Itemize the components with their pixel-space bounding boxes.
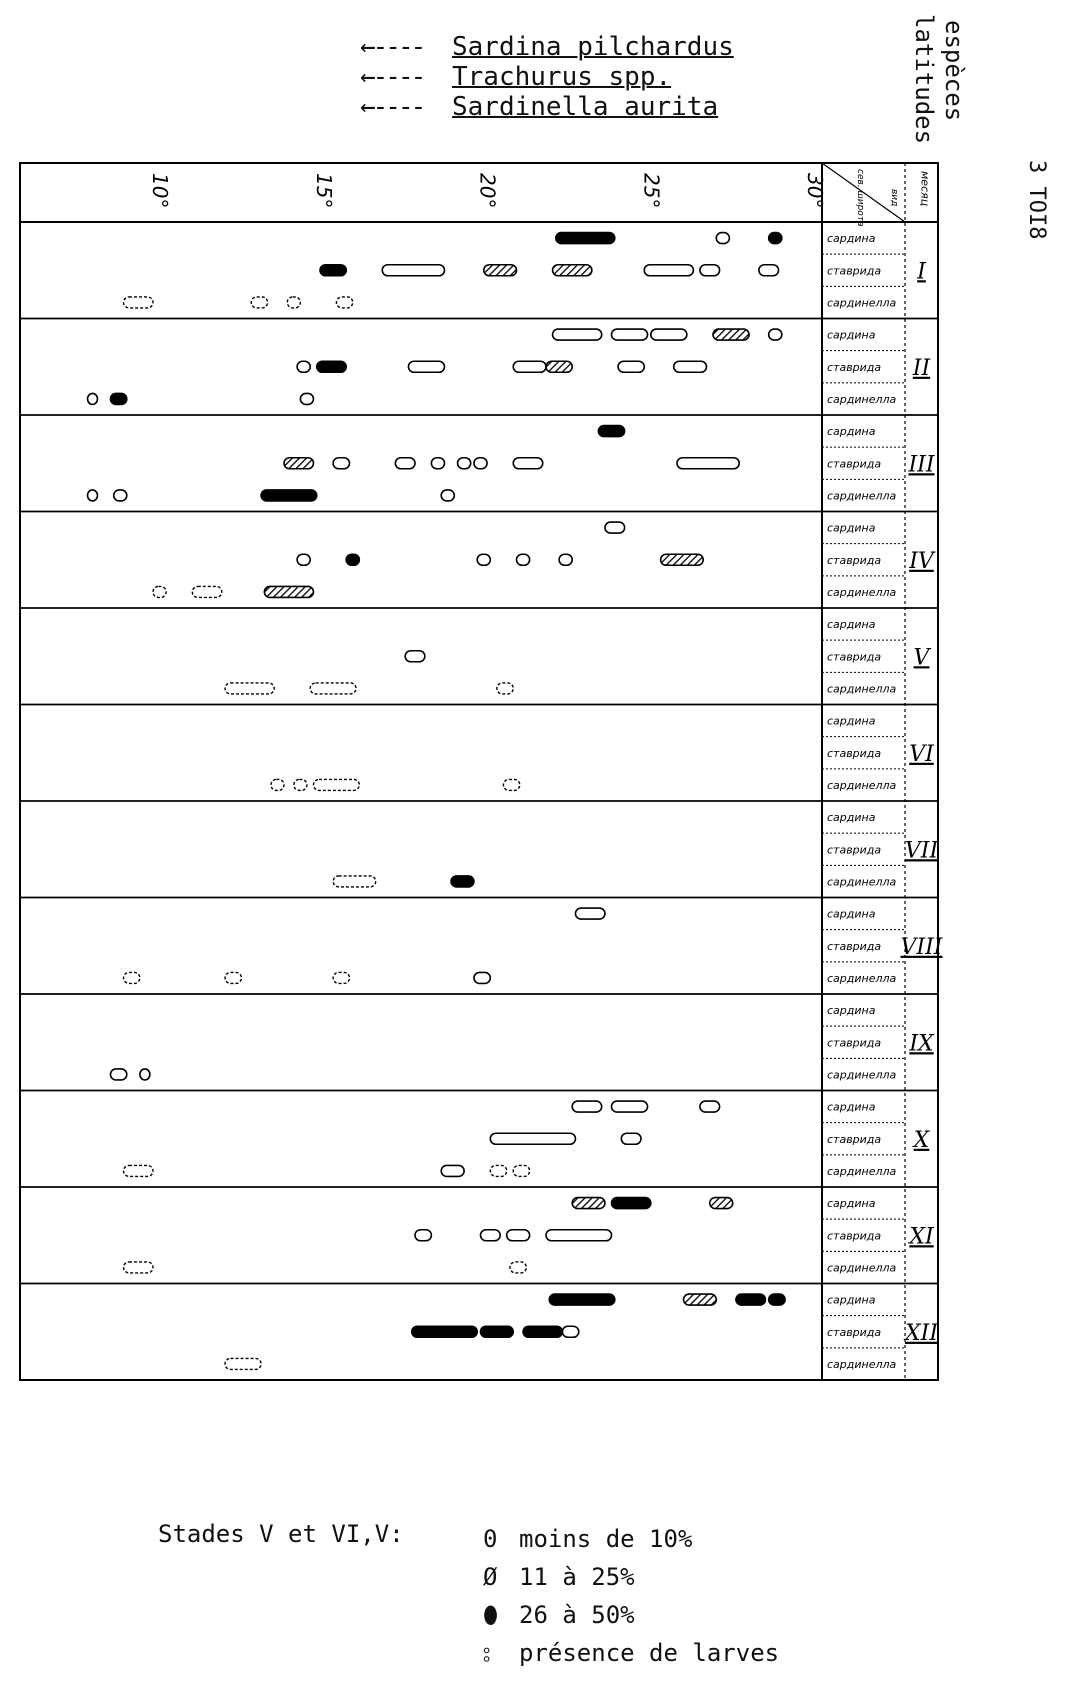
species-name: Sardina pilchardus <box>452 32 734 62</box>
species-label: ставрида <box>827 746 882 760</box>
data-mark <box>559 554 572 565</box>
species-label: сардинелла <box>827 778 897 792</box>
species-label: сардинелла <box>827 392 897 406</box>
data-mark <box>598 426 624 437</box>
row-grid <box>20 254 938 1348</box>
x-axis-ticks <box>148 173 827 208</box>
species-label: ставрида <box>827 553 882 567</box>
month-col-header: месяц <box>918 171 932 207</box>
data-mark <box>294 779 307 790</box>
data-mark <box>264 586 313 597</box>
species-label: сардина <box>827 232 876 246</box>
data-mark <box>310 683 356 694</box>
data-mark <box>395 458 415 469</box>
data-mark <box>333 876 376 887</box>
data-mark <box>140 1069 150 1080</box>
data-mark <box>677 458 739 469</box>
data-mark <box>612 1198 651 1209</box>
data-mark <box>513 1165 529 1176</box>
month-label: VI <box>909 741 934 767</box>
species-label: ставрида <box>827 360 882 374</box>
data-mark <box>124 1165 153 1176</box>
species-label: сардинелла <box>827 585 897 599</box>
data-mark <box>124 1262 153 1273</box>
data-mark <box>523 1326 562 1337</box>
stage-legend-text: moins de 10% <box>519 1525 693 1553</box>
arrow-left-icon: ←---- <box>360 62 424 92</box>
species-col-header-top: сев. широта <box>855 169 865 227</box>
data-mark <box>297 361 310 372</box>
species-label: сардинелла <box>827 875 897 889</box>
data-mark <box>572 1198 605 1209</box>
month-label: III <box>908 452 935 478</box>
x-tick-label: 25° <box>639 173 664 209</box>
data-mark <box>759 265 779 276</box>
species-label: сардина <box>827 618 876 632</box>
arrow-left-icon: ←---- <box>360 92 424 122</box>
month-label: VIII <box>900 934 943 960</box>
data-mark <box>710 1198 733 1209</box>
x-tick-label: 30° <box>803 173 827 209</box>
data-mark <box>546 361 572 372</box>
data-mark <box>346 554 359 565</box>
x-tick-label: 10° <box>148 173 172 209</box>
month-label: IV <box>909 548 934 574</box>
species-label: ставрида <box>827 1325 882 1339</box>
data-mark <box>225 683 274 694</box>
data-mark <box>513 458 542 469</box>
data-mark <box>474 458 487 469</box>
species-label: сардинелла <box>827 1068 897 1082</box>
data-mark <box>313 779 359 790</box>
data-mark <box>497 683 513 694</box>
data-mark <box>114 490 127 501</box>
month-label: VII <box>904 838 939 864</box>
data-mark <box>441 490 454 501</box>
col-label-latitudes: latitudes <box>910 14 938 145</box>
x-tick-label: 15° <box>311 173 336 209</box>
data-mark <box>192 586 221 597</box>
marker-hatched-icon: Ø <box>483 1563 498 1591</box>
data-mark <box>661 554 704 565</box>
arrow-left-icon: ←---- <box>360 32 424 62</box>
stage-legend-item <box>483 1520 903 1558</box>
data-mark <box>408 361 444 372</box>
species-label: сардинелла <box>827 1261 897 1275</box>
data-mark <box>507 1230 530 1241</box>
data-mark <box>474 972 490 983</box>
month-label: II <box>912 355 931 381</box>
stage-legend-item <box>483 1634 903 1672</box>
data-mark <box>713 329 749 340</box>
data-mark <box>481 1230 501 1241</box>
month-label: IX <box>909 1031 934 1057</box>
data-mark <box>700 265 720 276</box>
data-mark <box>517 554 530 565</box>
species-label: сардинелла <box>827 1357 897 1371</box>
data-mark <box>612 329 648 340</box>
data-mark <box>618 361 644 372</box>
marker-larvae-icon: ⦂ <box>483 1639 491 1667</box>
species-label: сардинелла <box>827 296 897 310</box>
species-label: сардина <box>827 1100 876 1114</box>
data-mark <box>605 522 625 533</box>
data-mark <box>572 1101 601 1112</box>
data-mark <box>287 297 300 308</box>
species-label: сардина <box>827 328 876 342</box>
data-mark <box>382 265 444 276</box>
species-label: сардинелла <box>827 1164 897 1178</box>
data-mark <box>556 233 615 244</box>
data-mark <box>88 490 98 501</box>
species-label: ставрида <box>827 457 882 471</box>
data-mark <box>716 233 729 244</box>
data-mark <box>651 329 687 340</box>
stage-legend-text: présence de larves <box>519 1639 780 1667</box>
month-label: X <box>913 1127 930 1153</box>
data-mark <box>644 265 693 276</box>
data-mark <box>110 1069 126 1080</box>
data-mark <box>110 393 126 404</box>
data-mark <box>412 1326 478 1337</box>
data-mark <box>271 779 284 790</box>
species-label: ставрида <box>827 1229 882 1243</box>
data-mark <box>769 233 782 244</box>
data-mark <box>225 972 241 983</box>
month-label: XI <box>909 1224 934 1250</box>
chart-frame <box>20 163 938 1380</box>
data-mark <box>405 651 425 662</box>
data-mark <box>251 297 267 308</box>
month-label: XII <box>904 1320 939 1346</box>
species-label: ставрида <box>827 1132 882 1146</box>
species-name: Trachurus spp. <box>452 62 672 92</box>
data-mark <box>503 779 519 790</box>
data-mark <box>553 265 592 276</box>
data-mark <box>284 458 313 469</box>
data-mark <box>736 1294 765 1305</box>
species-label: ставрида <box>827 264 882 278</box>
data-mark <box>490 1165 506 1176</box>
data-mark <box>297 554 310 565</box>
data-mark <box>769 1294 785 1305</box>
species-label: сардина <box>827 1004 876 1018</box>
data-mark <box>484 265 517 276</box>
species-label: ставрида <box>827 939 882 953</box>
species-name: Sardinella aurita <box>452 92 719 122</box>
data-mark <box>477 554 490 565</box>
data-mark <box>225 1358 261 1369</box>
species-label: сардина <box>827 425 876 439</box>
data-mark <box>415 1230 431 1241</box>
data-mark <box>124 297 153 308</box>
data-mark <box>562 1326 578 1337</box>
data-mark <box>513 361 546 372</box>
species-col-header-bottom: вид <box>889 189 899 207</box>
data-mark <box>320 265 346 276</box>
species-label: ставрида <box>827 650 882 664</box>
marker-filled-icon: ⬮ <box>483 1601 499 1629</box>
data-mark <box>684 1294 717 1305</box>
data-mark <box>153 586 166 597</box>
species-label: сардина <box>827 521 876 535</box>
x-tick-label: 20° <box>475 173 500 209</box>
data-mark <box>336 297 352 308</box>
side-label: 3 TOI8 <box>1024 160 1049 240</box>
data-mark <box>553 329 602 340</box>
data-mark <box>124 972 140 983</box>
data-mark <box>700 1101 720 1112</box>
data-mark <box>549 1294 615 1305</box>
month-label: I <box>917 259 926 285</box>
stage-legend-items <box>483 1520 903 1672</box>
species-label: сардинелла <box>827 682 897 696</box>
data-mark <box>261 490 317 501</box>
stage-legend-text: 26 à 50% <box>519 1601 635 1629</box>
data-mark <box>612 1101 648 1112</box>
species-label: сардина <box>827 1293 876 1307</box>
data-mark <box>333 972 349 983</box>
species-label: сардина <box>827 907 876 921</box>
data-mark <box>546 1230 612 1241</box>
data-mark <box>333 458 349 469</box>
month-label: V <box>913 645 930 671</box>
data-mark <box>300 393 313 404</box>
stage-legend-text: 11 à 25% <box>519 1563 635 1591</box>
species-label: сардина <box>827 811 876 825</box>
species-label: сардинелла <box>827 971 897 985</box>
data-mark <box>575 908 604 919</box>
data-mark <box>769 329 782 340</box>
chart-border <box>20 163 938 1380</box>
data-mark <box>451 876 474 887</box>
data-mark <box>510 1262 526 1273</box>
marker-open-icon: 0 <box>483 1525 498 1553</box>
data-mark <box>458 458 471 469</box>
species-label: сардина <box>827 1197 876 1211</box>
data-mark <box>431 458 444 469</box>
stage-legend-item <box>483 1596 903 1634</box>
stage-legend-title: Stades V et VI,V: <box>158 1520 404 1548</box>
data-mark <box>621 1133 641 1144</box>
species-label: сардина <box>827 714 876 728</box>
data-mark <box>88 393 98 404</box>
data-mark <box>441 1165 464 1176</box>
species-label: сардинелла <box>827 489 897 503</box>
stage-legend-item <box>483 1558 903 1596</box>
species-label: ставрида <box>827 1036 882 1050</box>
data-mark <box>481 1326 514 1337</box>
col-label-especes: espèces <box>940 20 968 122</box>
data-mark <box>490 1133 575 1144</box>
data-mark <box>317 361 346 372</box>
species-label: ставрида <box>827 843 882 857</box>
data-mark <box>674 361 707 372</box>
